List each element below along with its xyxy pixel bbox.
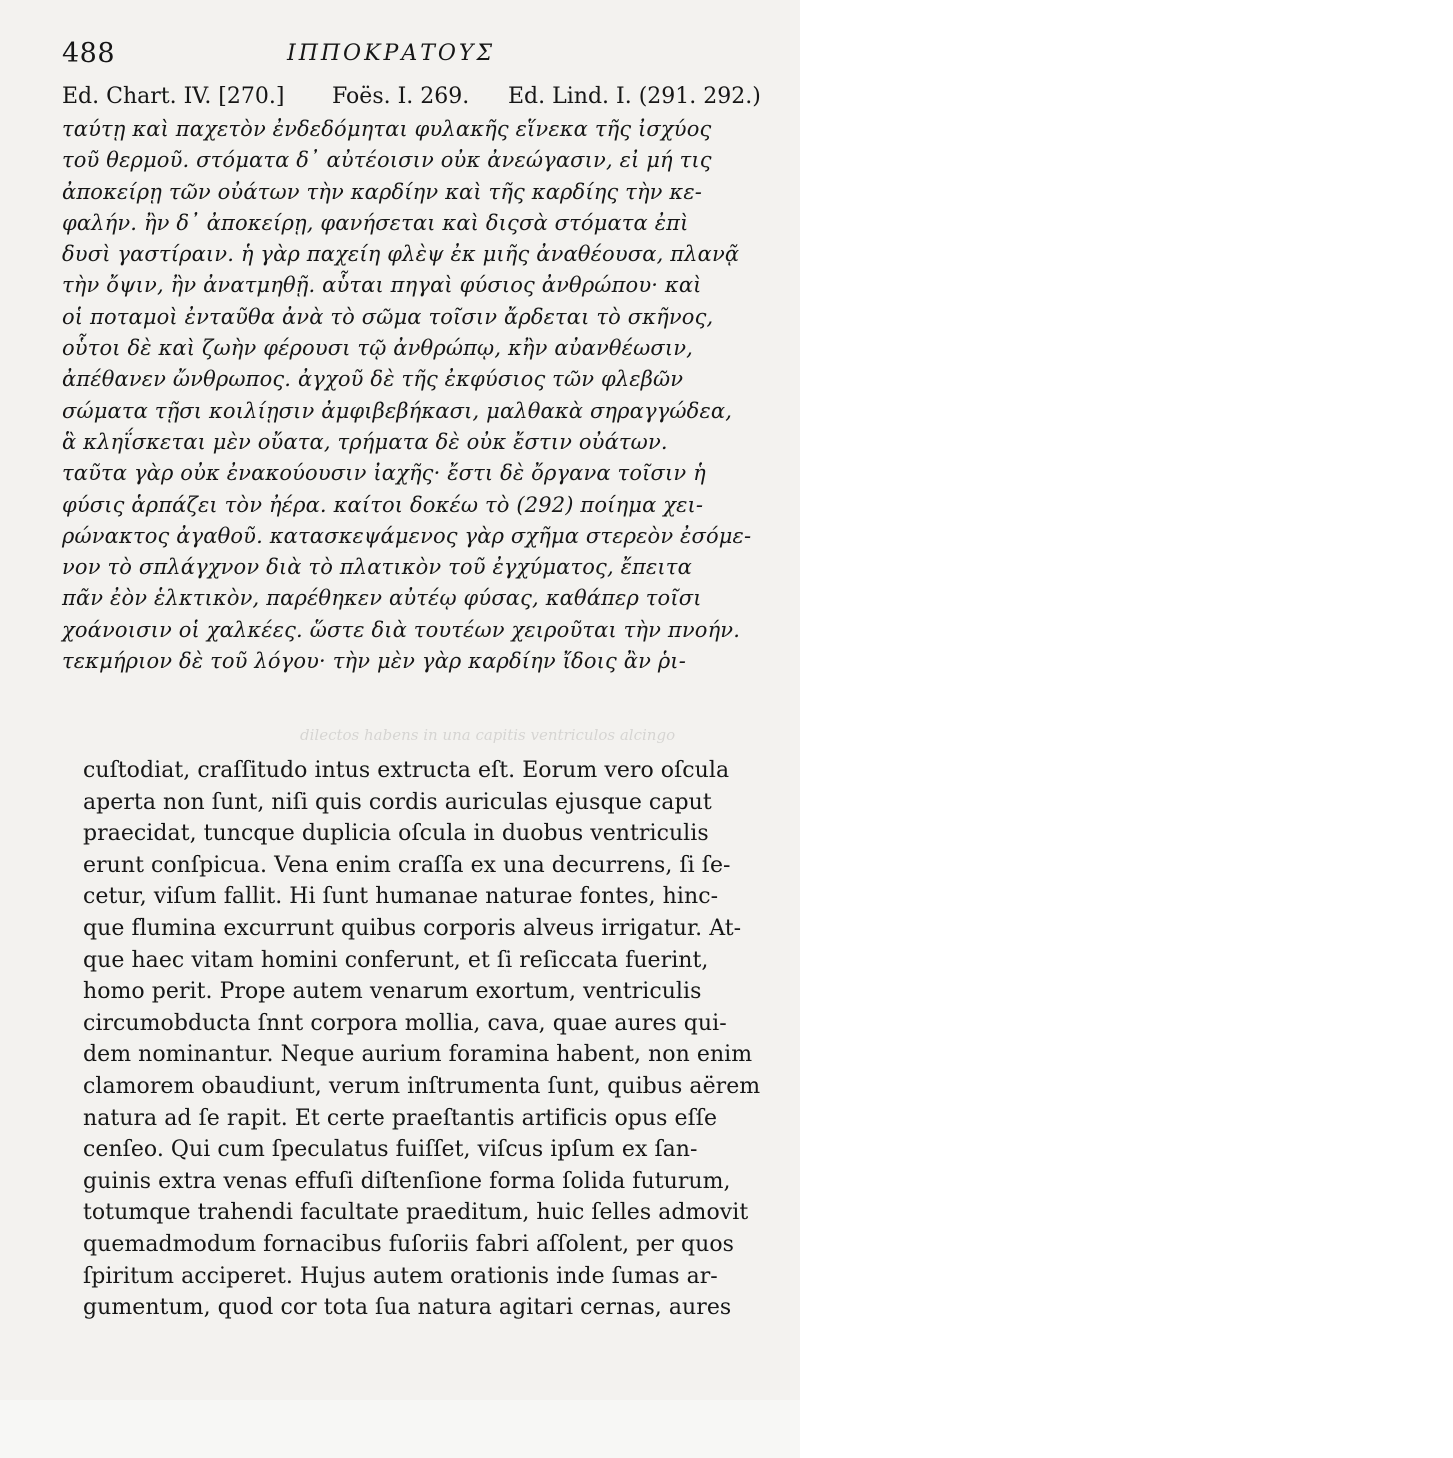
greek-line: τὴν ὄψιν, ἢν ἀνατμηθῇ. αὗται πηγαὶ φύσιος ἀνθρώπου· καὶ — [62, 273, 702, 298]
bottom-margin — [0, 1400, 800, 1458]
greek-line: τεκμήριον δὲ τοῦ λόγου· τὴν μὲν γὰρ καρδίην ἴδοις ἂν ῥι- — [62, 649, 686, 674]
edition-linden-reference: Ed. Lind. I. (291. 292.) — [508, 84, 761, 109]
latin-line: que haec vitam homini conferunt, et ſi reſiccata fuerint, — [83, 947, 709, 973]
latin-line: cetur, viſum fallit. Hi ſunt humanae naturae fontes, hinc- — [83, 884, 719, 910]
greek-line: φαλήν. ἢν δ᾽ ἀποκείρῃ, φανήσεται καὶ διςσὰ στόματα ἐπὶ — [62, 210, 689, 235]
latin-line: erunt conſpicua. Vena enim craſſa ex una decurrens, ſi ſe- — [83, 852, 731, 878]
latin-line: gumentum, quod cor tota ſua natura agitari cernas, aures — [83, 1295, 732, 1321]
latin-line: que flumina excurrunt quibus corporis alveus irrigatur. At- — [83, 915, 742, 941]
show-through-text: dilectos habens in una capitis ventriculos alcingo — [300, 726, 676, 744]
latin-line: dem nominantur. Neque aurium foramina habent, non enim — [83, 1042, 753, 1068]
latin-line: cuſtodiat, craſſitudo intus extructa eſt. Eorum vero oſcula — [83, 758, 730, 783]
latin-line: natura ad ſe rapit. Et certe praeſtantis artificis opus eſſe — [83, 1105, 718, 1131]
greek-line: ταῦτα γὰρ οὐκ ἐνακούουσιν ἰαχῆς· ἔστι δὲ ὄργανα τοῖσιν ἡ — [62, 461, 706, 486]
greek-line: ἀποκείρῃ τῶν οὐάτων τὴν καρδίην καὶ τῆς καρδίης τὴν κε- — [62, 179, 703, 204]
greek-text — [62, 114, 764, 677]
latin-line: guinis extra venas effuſi diſtenſione forma ſolida futurum, — [83, 1168, 731, 1194]
greek-line: ρώνακτος ἀγαθοῦ. κατασκεψάμενος γὰρ σχῆμα στερεὸν ἐσόμε- — [62, 523, 752, 548]
latin-line: totumque trahendi facultate praeditum, huic ſelles admovit — [83, 1200, 749, 1226]
greek-line: χοάνοισιν οἱ χαλκέες. ὥστε διὰ τουτέων χειροῦται τὴν πνοήν. — [62, 617, 741, 642]
running-title: ΙΠΠΟΚΡΑΤΟΥΣ — [287, 41, 496, 66]
greek-line: νον τὸ σπλάγχνον διὰ τὸ πλατικὸν τοῦ ἐγχύματος, ἔπειτα — [62, 555, 692, 580]
latin-line: clamorem obaudiunt, verum inſtrumenta ſunt, quibus aërem — [83, 1073, 761, 1099]
latin-line: quemadmodum fornacibus fuſoriis fabri aſſolent, per quos — [83, 1231, 734, 1257]
latin-line: aperta non ſunt, niſi quis cordis auriculas ejusque caput — [83, 789, 712, 815]
page-number: 488 — [62, 38, 116, 69]
latin-text — [83, 755, 764, 1324]
latin-line: homo perit. Prope autem venarum exortum, ventriculis — [83, 979, 702, 1005]
greek-line: φύσις ἁρπάζει τὸν ἠέρα. καίτοι δοκέω τὸ (292) ποίημα χει- — [62, 492, 704, 517]
greek-line: ἃ κληΐσκεται μὲν οὔατα, τρήματα δὲ οὐκ ἔστιν οὐάτων. — [62, 429, 668, 454]
greek-line: ταύτῃ καὶ παχετὸν ἐνδεδόμηται φυλακῆς εἵνεκα τῆς ἰσχύος — [62, 117, 712, 141]
greek-line: οὗτοι δὲ καὶ ζωὴν φέρουσι τῷ ἀνθρώπῳ, κἢν αὐανθέωσιν, — [62, 336, 693, 361]
greek-line: ἀπέθανεν ὤνθρωπος. ἀγχοῦ δὲ τῆς ἐκφύσιος τῶν φλεβῶν — [62, 367, 684, 392]
greek-line: οἱ ποταμοὶ ἐνταῦθα ἀνὰ τὸ σῶμα τοῖσιν ἄρδεται τὸ σκῆνος, — [62, 304, 714, 329]
running-header — [62, 38, 762, 78]
edition-foes-reference: Foës. I. 269. — [332, 84, 470, 109]
greek-line: τοῦ θερμοῦ. στόματα δ᾽ αὐτέοισιν οὐκ ἀνεώγασιν, εἰ μή τις — [62, 148, 712, 173]
edition-chartier-reference: Ed. Chart. IV. [270.] — [62, 84, 285, 109]
latin-line: cenſeo. Qui cum ſpeculatus fuiſſet, viſcus ipſum ex ſan- — [83, 1137, 698, 1163]
greek-line: δυσὶ γαστίραιν. ἡ γὰρ παχείη φλὲψ ἐκ μιῆς ἀναθέουσα, πλανᾷ — [62, 242, 740, 267]
latin-line: praecidat, tuncque duplicia oſcula in duobus ventriculis — [83, 821, 709, 847]
latin-line: circumobducta ſnnt corpora mollia, cava, quae aures qui- — [83, 1010, 727, 1036]
greek-line: πᾶν ἐὸν ἑλκτικὸν, παρέθηκεν αὐτέῳ φύσας, καθάπερ τοῖσι — [62, 586, 702, 611]
latin-line: ſpiritum acciperet. Hujus autem orationis inde ſumas ar- — [83, 1263, 718, 1289]
edition-references — [62, 84, 762, 116]
greek-line: σώματα τῇσι κοιλίῃσιν ἀμφιβεβήκασι, μαλθακὰ σηραγγώδεα, — [62, 398, 733, 423]
